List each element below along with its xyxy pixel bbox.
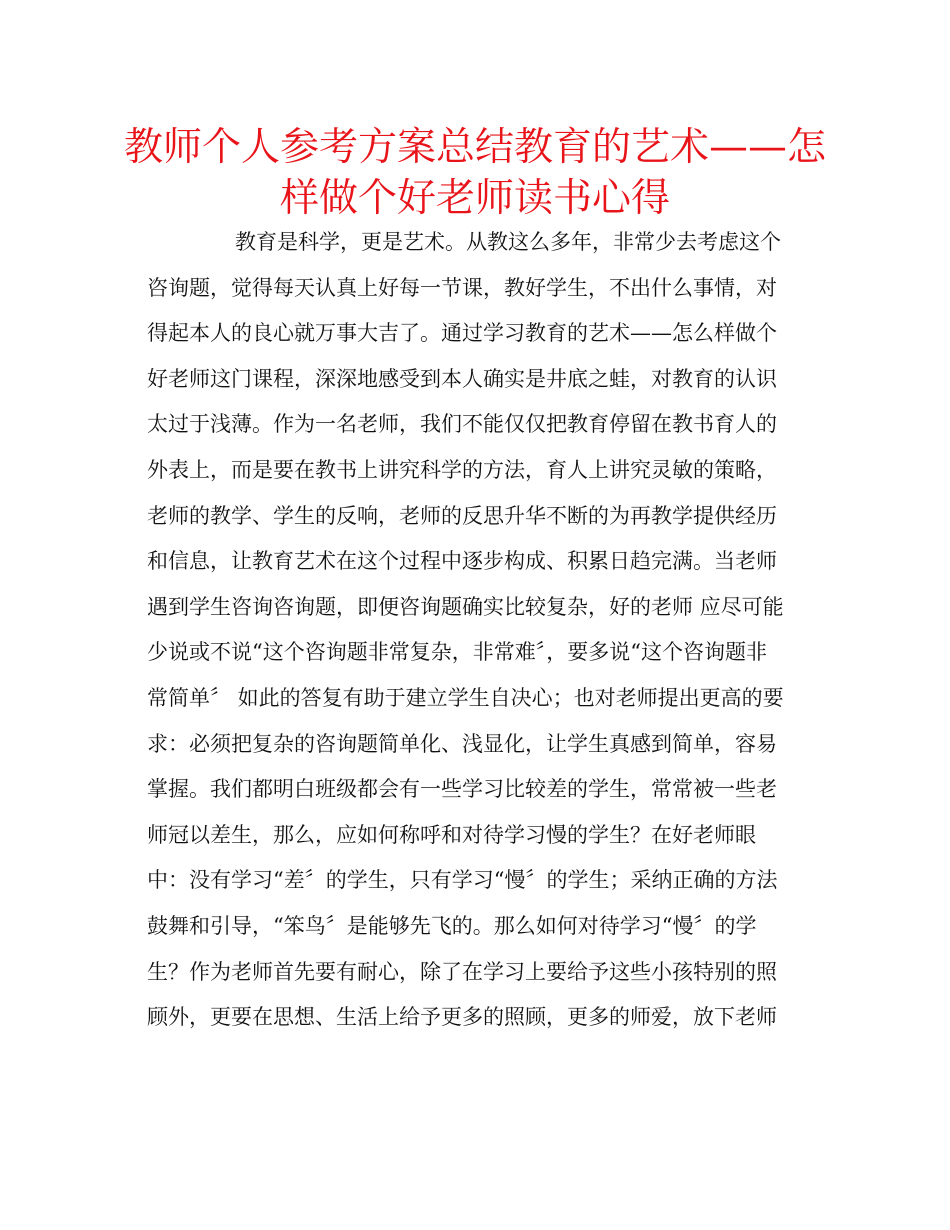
document-title <box>110 122 840 224</box>
body-line-4: 好老师这门课程，深深地感受到本人确实是井底之蛙，对教育的认识 <box>147 366 777 391</box>
title-line-2: 样做个好老师读书心得 <box>279 176 670 221</box>
body-line-8: 和信息，让教育艺术在这个过程中逐步构成、积累日趋完满。当老师 <box>147 549 777 574</box>
body-line-3: 得起本人的良心就万事大吉了。通过学习教育的艺术——怎么样做个 <box>147 321 777 346</box>
body-line-15: 中：没有学习“差〞的学生，只有学习“慢〞的学生；采纳正确的方法 <box>147 868 778 893</box>
body-line-10: 少说或不说“这个咨询题非常复杂，非常难〞，要多说“这个咨询题非 <box>147 640 767 665</box>
body-line-12: 求：必须把复杂的咨询题简单化、浅显化，让学生真感到简单，容易 <box>147 731 777 756</box>
body-line-14: 师冠以差生，那么，应如何称呼和对待学习慢的学生？在好老师眼 <box>147 822 756 847</box>
body-line-17: 生？作为老师首先要有耐心，除了在学习上要给予这些小孩特别的照 <box>147 959 777 984</box>
body-line-11: 常简单〞 如此的答复有助于建立学生自决心；也对老师提出更高的要 <box>147 685 784 710</box>
body-line-18: 顾外，更要在思想、生活上给予更多的照顾，更多的师爱，放下老师 <box>147 1005 777 1030</box>
body-line-2: 咨询题，觉得每天认真上好每一节课，教好学生，不出什么事情，对 <box>147 275 777 300</box>
title-line-1: 教师个人参考方案总结教育的艺术——怎 <box>123 125 826 170</box>
body-line-16: 鼓舞和引导，“笨鸟〞是能够先飞的。那么如何对待学习“慢〞的学 <box>147 913 757 938</box>
body-line-9: 遇到学生咨询咨询题，即便咨询题确实比较复杂，好的老师 应尽可能 <box>147 594 784 619</box>
body-line-7: 老师的教学、学生的反响，老师的反思升华不断的为再教学提供经历 <box>147 503 777 528</box>
body-line-1: 教育是科学，更是艺术。从教这么多年，非常少去考虑这个 <box>235 230 781 254</box>
body-line-5: 太过于浅薄。作为一名老师，我们不能仅仅把教育停留在教书育人的 <box>147 412 777 437</box>
document-body <box>147 220 807 1041</box>
body-line-13: 掌握。我们都明白班级都会有一些学习比较差的学生，常常被一些老 <box>147 777 777 802</box>
body-line-6: 外表上，而是要在教书上讲究科学的方法，育人上讲究灵敏的策略， <box>147 457 777 482</box>
